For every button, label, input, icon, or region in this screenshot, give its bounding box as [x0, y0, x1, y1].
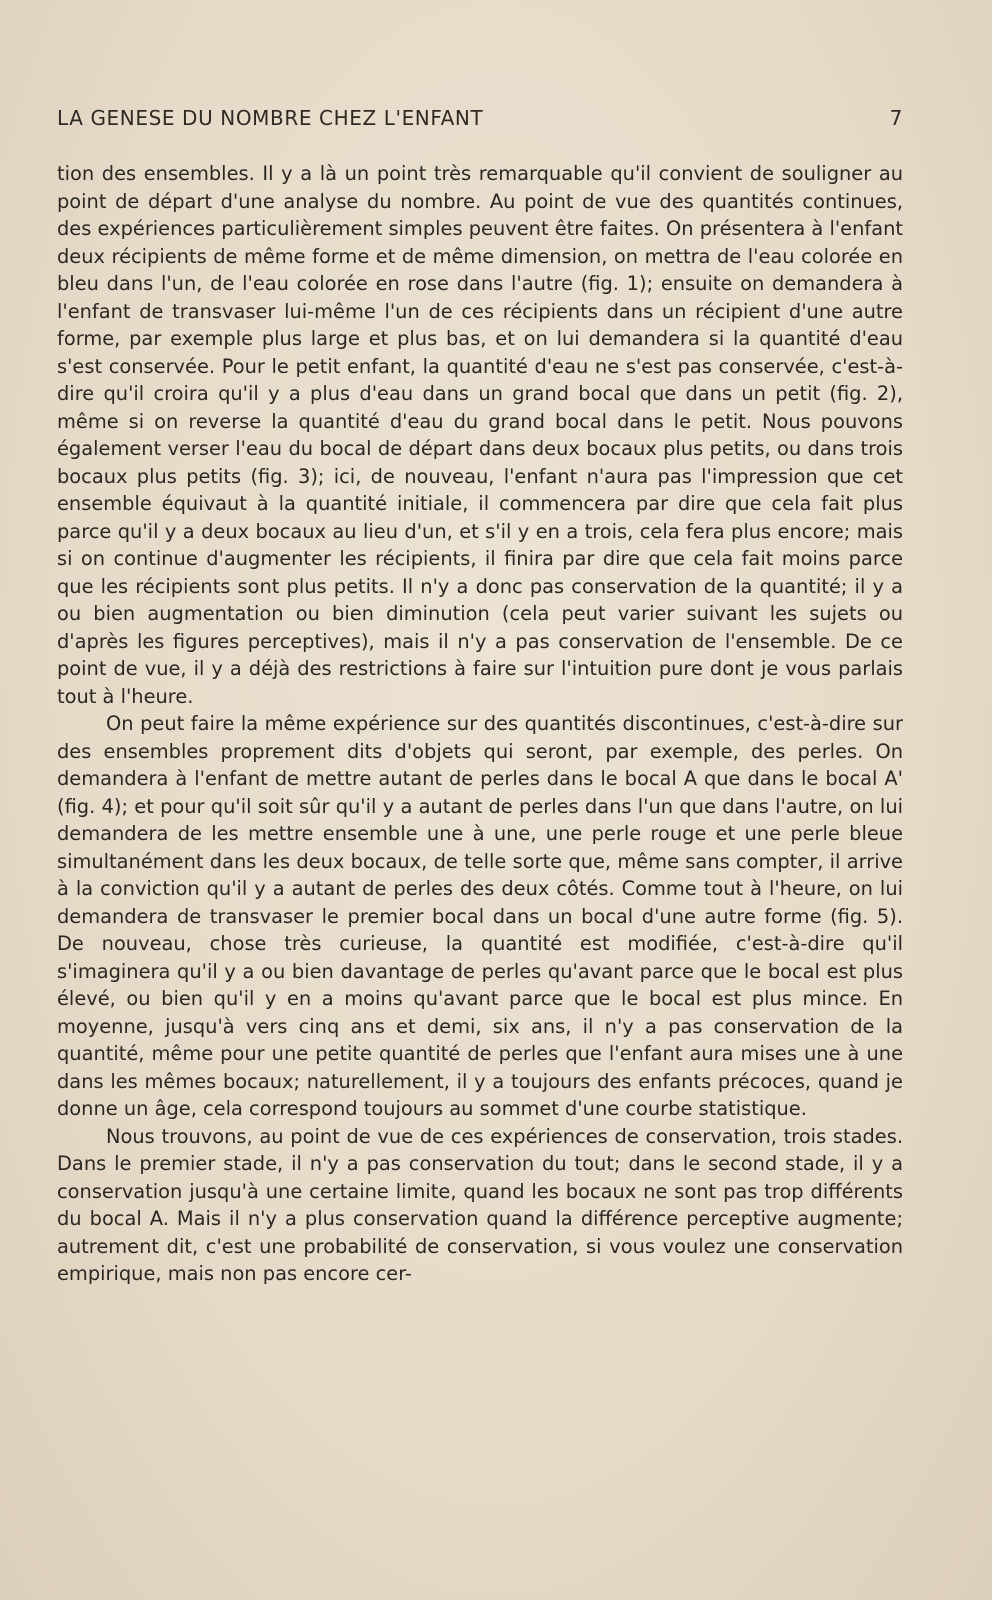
paragraph: Nous trouvons, au point de vue de ces expériences de conservation, trois stades. Dans le premier stade, il n'y a pas conservation du tout; dans le second stade, il y a conservation jusqu'à une certaine limite, quand les bocaux ne sont pas trop différents du bocal A. Mais il n'y a plus conservation quand la différence perceptive augmente; autrement dit, c'est une probabilité de conservation, si vous voulez une conservation empirique, mais non pas encore cer-: [57, 1124, 903, 1285]
page-number: 7: [889, 106, 903, 130]
running-title: LA GENESE DU NOMBRE CHEZ L'ENFANT: [57, 106, 484, 130]
body-text: [57, 160, 903, 1288]
paragraph: tion des ensembles. Il y a là un point très remarquable qu'il convient de souligner au point de départ d'une analyse du nombre. Au point de vue des quantités continues, des expériences particulièrement simples peuvent être faites. On présentera à l'enfant deux récipients de même forme et de même dimension, on mettra de l'eau colorée en bleu dans l'un, de l'eau colorée en rose dans l'autre (fig. 1); ensuite on demandera à l'enfant de transvaser lui-même l'un de ces récipients dans un récipient d'une autre forme, par exemple plus large et plus bas, et on lui demandera si la quantité d'eau s'est conservée. Pour le petit enfant, la quantité d'eau ne s'est pas conservée, c'est-à-dire qu'il croira qu'il y a plus d'eau dans un grand bocal que dans un petit (fig. 2), même si on reverse la quantité d'eau du grand bocal dans le petit. Nous pouvons également verser l'eau du bocal de départ dans deux bocaux plus petits, ou dans trois bocaux plus petits (fig. 3); ici, de nouveau, l'enfant n'aura pas l'impression que cet ensemble équivaut à la quantité initiale, il commencera par dire que cela fait plus parce qu'il y a deux bocaux au lieu d'un, et s'il y en a trois, cela fera plus encore; mais si on continue d'augmenter les récipients, il finira par dire que cela fait moins parce que les récipients sont plus petits. Il n'y a donc pas conservation de la quantité; il y a ou bien augmentation ou bien diminution (cela peut varier suivant les sujets ou d'après les figures perceptives), mais il n'y a pas conservation de l'ensemble. De ce point de vue, il y a déjà des restrictions à faire sur l'intuition pure dont je vous parlais tout à l'heure.: [57, 162, 903, 708]
running-header: [57, 106, 903, 130]
paragraph: On peut faire la même expérience sur des quantités discontinues, c'est-à-dire sur des ensembles proprement dits d'objets qui seront, par exemple, des perles. On demandera à l'enfant de mettre autant de perles dans le bocal A que dans le bocal A' (fig. 4); et pour qu'il soit sûr qu'il y a autant de perles dans l'un que dans l'autre, on lui demandera de les mettre ensemble une à une, une perle rouge et une perle bleue simultanément dans les deux bocaux, de telle sorte que, même sans compter, il arrive à la conviction qu'il y a autant de perles des deux côtés. Comme tout à l'heure, on lui demandera de transvaser le premier bocal dans un bocal d'une autre forme (fig. 5). De nouveau, chose très curieuse, la quantité est modifiée, c'est-à-dire qu'il s'imaginera qu'il y a ou bien davantage de perles qu'avant parce que le bocal est plus élevé, ou bien qu'il y en a moins qu'avant parce que le bocal est plus mince. En moyenne, jusqu'à vers cinq ans et demi, six ans, il n'y a pas conservation de la quantité, même pour une petite quantité de perles que l'enfant aura mises une à une dans les mêmes bocaux; naturellement, il y a toujours des enfants précoces, quand je donne un âge, cela correspond toujours au sommet d'une courbe statistique.: [57, 712, 903, 1120]
